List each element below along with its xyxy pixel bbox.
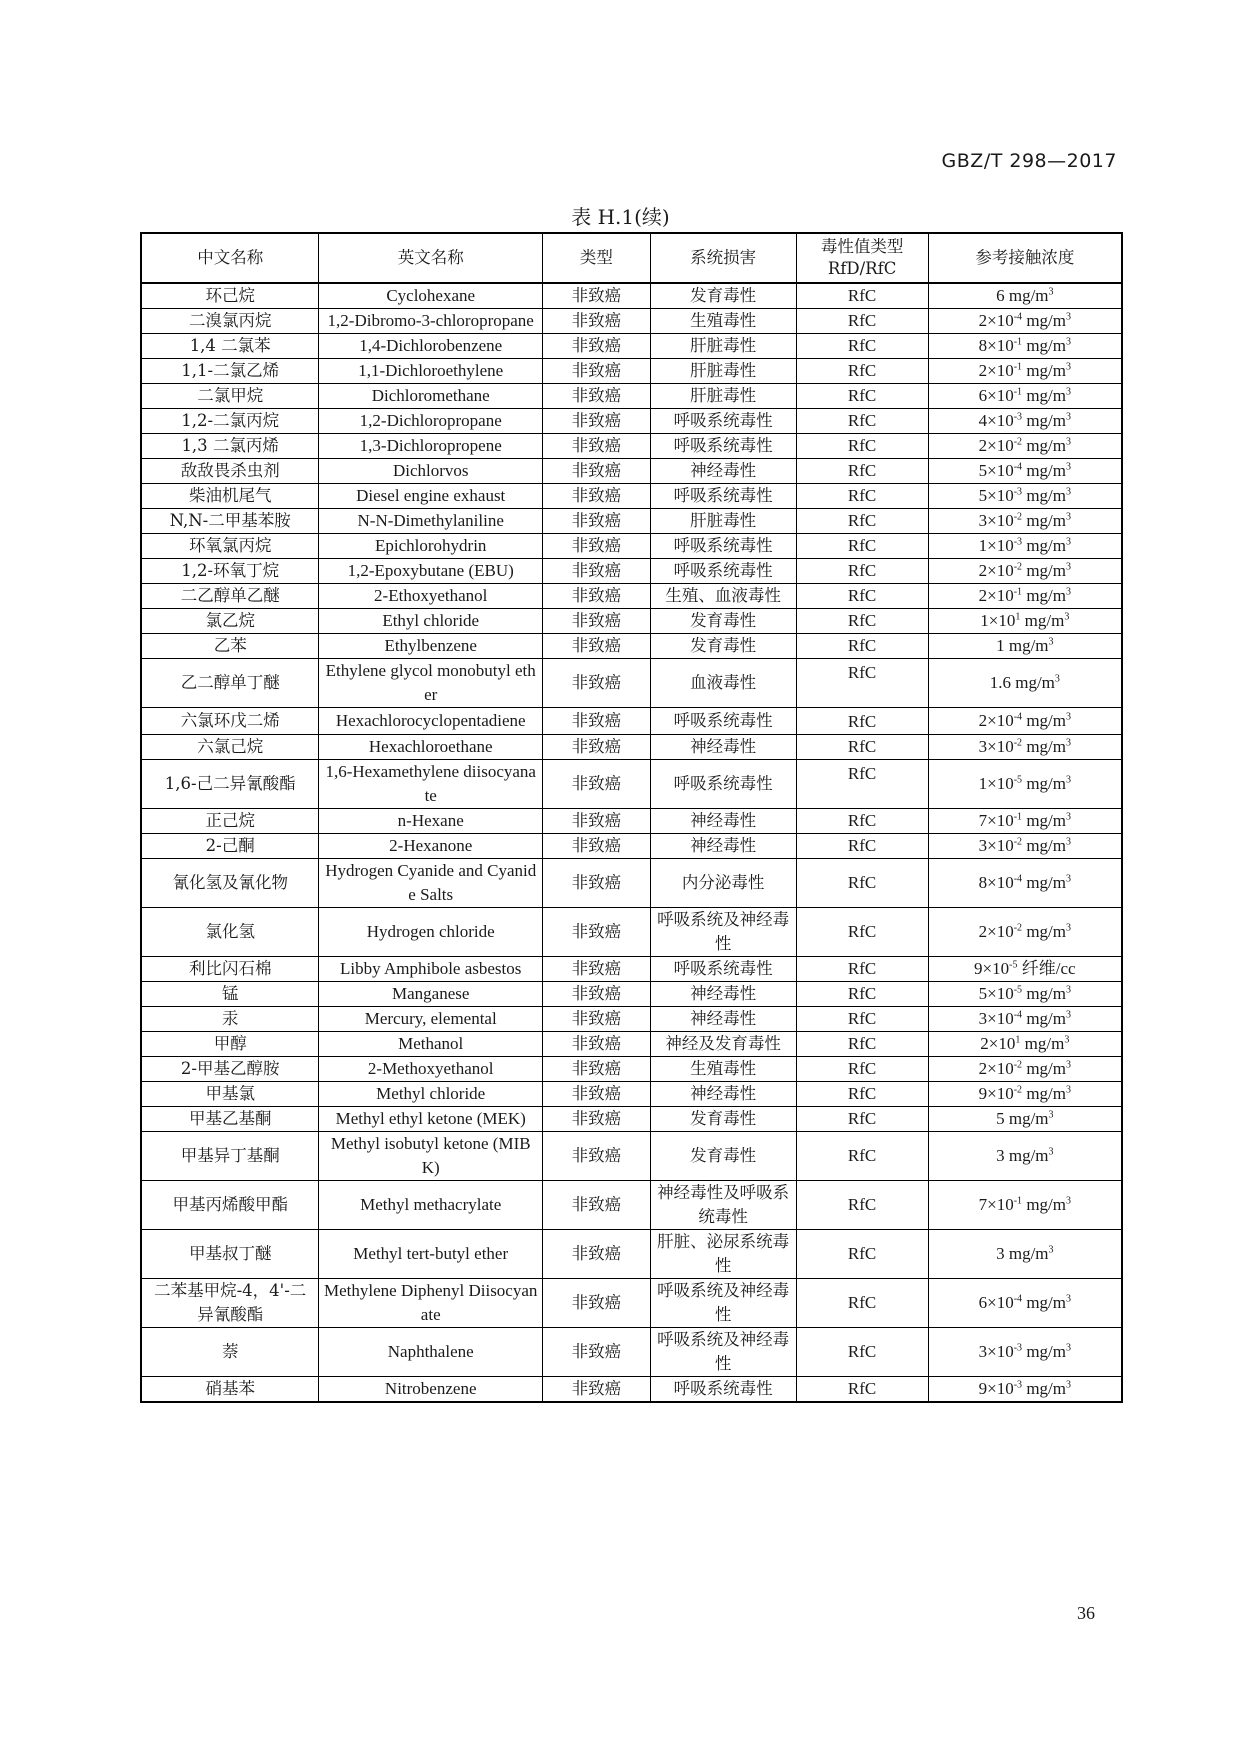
table-row [141, 809, 1122, 834]
cell-reference-concentration: 3 $mg/m^3$ [928, 1230, 1122, 1279]
cell-reference-concentration: $7\times 10^{-1}$ $mg/m^3$ [928, 809, 1122, 834]
cell-cn-name: 1,3 二氯丙烯 [141, 434, 319, 459]
cell-cn-name: 1,1-二氯乙烯 [141, 359, 319, 384]
table-row [141, 334, 1122, 359]
table-row [141, 459, 1122, 484]
cell-cn-name: 氰化氢及氰化物 [141, 859, 319, 908]
cell-cn-name: 二苯基甲烷-4，4'-二异氰酸酯 [141, 1279, 319, 1328]
cell-en-name: 1,2-Dibromo-3-chloropropane [319, 309, 543, 334]
table-row [141, 859, 1122, 908]
cell-cn-name: 锰 [141, 982, 319, 1007]
cell-toxicity-value-type: RfC [796, 609, 928, 634]
cell-type: 非致癌 [543, 309, 651, 334]
table-row [141, 1057, 1122, 1082]
cell-en-name: 1,2-Dichloropropane [319, 409, 543, 434]
table-row [141, 708, 1122, 735]
cell-en-name: Methylene Diphenyl Diisocyanate [319, 1279, 543, 1328]
cell-system-damage: 呼吸系统毒性 [650, 534, 796, 559]
cell-system-damage: 生殖、血液毒性 [650, 584, 796, 609]
table-row [141, 1279, 1122, 1328]
cell-en-name: Epichlorohydrin [319, 534, 543, 559]
cell-reference-concentration: $2\times 10^1$ $mg/m^3$ [928, 1032, 1122, 1057]
cell-cn-name: 二氯甲烷 [141, 384, 319, 409]
cell-type: 非致癌 [543, 534, 651, 559]
cell-toxicity-value-type: RfC [796, 1032, 928, 1057]
cell-type: 非致癌 [543, 334, 651, 359]
cell-cn-name: 环氧氯丙烷 [141, 534, 319, 559]
col-header-system-damage: 系统损害 [650, 233, 796, 283]
cell-type: 非致癌 [543, 634, 651, 659]
cell-en-name: Methyl ethyl ketone (MEK) [319, 1107, 543, 1132]
cell-toxicity-value-type: RfC [796, 809, 928, 834]
cell-system-damage: 肝脏毒性 [650, 509, 796, 534]
table-row [141, 283, 1122, 309]
cell-en-name: Libby Amphibole asbestos [319, 957, 543, 982]
cell-en-name: 2-Hexanone [319, 834, 543, 859]
table-row [141, 1107, 1122, 1132]
cell-en-name: n-Hexane [319, 809, 543, 834]
cell-type: 非致癌 [543, 1082, 651, 1107]
cell-toxicity-value-type: RfC [796, 283, 928, 309]
cell-reference-concentration: $9\times 10^{-3}$ $mg/m^3$ [928, 1377, 1122, 1403]
table-row [141, 982, 1122, 1007]
cell-toxicity-value-type: RfC [796, 634, 928, 659]
cell-type: 非致癌 [543, 509, 651, 534]
cell-type: 非致癌 [543, 908, 651, 957]
cell-toxicity-value-type: RfC [796, 559, 928, 584]
cell-toxicity-value-type: RfC [796, 584, 928, 609]
cell-toxicity-value-type: RfC [796, 708, 928, 735]
cell-type: 非致癌 [543, 1107, 651, 1132]
cell-system-damage: 神经毒性及呼吸系统毒性 [650, 1181, 796, 1230]
cell-type: 非致癌 [543, 809, 651, 834]
cell-cn-name: 柴油机尾气 [141, 484, 319, 509]
cell-toxicity-value-type: RfC [796, 1007, 928, 1032]
table-row [141, 559, 1122, 584]
cell-system-damage: 呼吸系统毒性 [650, 1377, 796, 1403]
table-title: 表 H.1(续) [571, 205, 670, 229]
table-row [141, 509, 1122, 534]
cell-system-damage: 神经毒性 [650, 809, 796, 834]
cell-en-name: Hexachlorocyclopentadiene [319, 708, 543, 735]
cell-system-damage: 呼吸系统毒性 [650, 409, 796, 434]
cell-reference-concentration: $2\times 10^{-1}$ $mg/m^3$ [928, 359, 1122, 384]
cell-toxicity-value-type: RfC [796, 1377, 928, 1403]
cell-toxicity-value-type: RfC [796, 434, 928, 459]
table-row [141, 609, 1122, 634]
cell-en-name: 1,3-Dichloropropene [319, 434, 543, 459]
cell-toxicity-value-type: RfC [796, 735, 928, 760]
cell-type: 非致癌 [543, 384, 651, 409]
cell-en-name: Mercury, elemental [319, 1007, 543, 1032]
cell-type: 非致癌 [543, 957, 651, 982]
cell-toxicity-value-type: RfC [796, 1082, 928, 1107]
cell-type: 非致癌 [543, 434, 651, 459]
cell-type: 非致癌 [543, 1328, 651, 1377]
cell-toxicity-value-type: RfC [796, 1132, 928, 1181]
cell-type: 非致癌 [543, 1007, 651, 1032]
table-row [141, 834, 1122, 859]
cell-system-damage: 肝脏、泌尿系统毒性 [650, 1230, 796, 1279]
cell-reference-concentration: $3\times 10^{-2}$ $mg/m^3$ [928, 509, 1122, 534]
cell-reference-concentration: $5\times 10^{-3}$ $mg/m^3$ [928, 484, 1122, 509]
cell-toxicity-value-type: RfC [796, 309, 928, 334]
table-row [141, 735, 1122, 760]
cell-type: 非致癌 [543, 283, 651, 309]
cell-toxicity-value-type: RfC [796, 1279, 928, 1328]
cell-en-name: 2-Methoxyethanol [319, 1057, 543, 1082]
cell-en-name: Diesel engine exhaust [319, 484, 543, 509]
cell-cn-name: 甲基异丁基酮 [141, 1132, 319, 1181]
table-row [141, 908, 1122, 957]
cell-type: 非致癌 [543, 1057, 651, 1082]
cell-cn-name: 1,6-己二异氰酸酯 [141, 760, 319, 809]
table-header-row [141, 233, 1122, 283]
cell-toxicity-value-type: RfC [796, 484, 928, 509]
cell-type: 非致癌 [543, 559, 651, 584]
cell-reference-concentration: $3\times 10^{-4}$ $mg/m^3$ [928, 1007, 1122, 1032]
cell-reference-concentration: $4\times 10^{-3}$ $mg/m^3$ [928, 409, 1122, 434]
cell-cn-name: 二溴氯丙烷 [141, 309, 319, 334]
cell-cn-name: 甲醇 [141, 1032, 319, 1057]
cell-cn-name: 2-甲基乙醇胺 [141, 1057, 319, 1082]
cell-cn-name: 汞 [141, 1007, 319, 1032]
cell-en-name: Methyl isobutyl ketone (MIBK) [319, 1132, 543, 1181]
cell-toxicity-value-type: RfC [796, 957, 928, 982]
cell-en-name: Methyl chloride [319, 1082, 543, 1107]
cell-reference-concentration: 3 $mg/m^3$ [928, 1132, 1122, 1181]
table-row [141, 1082, 1122, 1107]
cell-type: 非致癌 [543, 1377, 651, 1403]
cell-en-name: Nitrobenzene [319, 1377, 543, 1403]
cell-toxicity-value-type: RfC [796, 334, 928, 359]
table-row [141, 634, 1122, 659]
cell-system-damage: 肝脏毒性 [650, 359, 796, 384]
cell-type: 非致癌 [543, 484, 651, 509]
cell-reference-concentration: $8\times 10^{-4}$ $mg/m^3$ [928, 859, 1122, 908]
table-row [141, 1328, 1122, 1377]
cell-cn-name: 1,4 二氯苯 [141, 334, 319, 359]
cell-reference-concentration: $3\times 10^{-2}$ $mg/m^3$ [928, 735, 1122, 760]
cell-toxicity-value-type: RfC [796, 1181, 928, 1230]
cell-type: 非致癌 [543, 609, 651, 634]
cell-en-name: Ethylene glycol monobutyl ether [319, 659, 543, 708]
cell-en-name: Methyl tert-butyl ether [319, 1230, 543, 1279]
cell-type: 非致癌 [543, 359, 651, 384]
cell-reference-concentration: $2\times 10^{-4}$ $mg/m^3$ [928, 309, 1122, 334]
cell-system-damage: 肝脏毒性 [650, 384, 796, 409]
cell-system-damage: 神经毒性 [650, 735, 796, 760]
cell-reference-concentration: $7\times 10^{-1}$ $mg/m^3$ [928, 1181, 1122, 1230]
col-header-cn-name: 中文名称 [141, 233, 319, 283]
cell-en-name: Methanol [319, 1032, 543, 1057]
cell-system-damage: 生殖毒性 [650, 309, 796, 334]
cell-cn-name: 正己烷 [141, 809, 319, 834]
cell-reference-concentration: $3\times 10^{-2}$ $mg/m^3$ [928, 834, 1122, 859]
cell-cn-name: 硝基苯 [141, 1377, 319, 1403]
table-row [141, 434, 1122, 459]
cell-reference-concentration: 1.6 $mg/m^3$ [928, 659, 1122, 708]
cell-reference-concentration: $1\times 10^{-3}$ $mg/m^3$ [928, 534, 1122, 559]
cell-reference-concentration: $1\times 10^{-5}$ $mg/m^3$ [928, 760, 1122, 809]
cell-toxicity-value-type: RfC [796, 384, 928, 409]
cell-system-damage: 发育毒性 [650, 609, 796, 634]
cell-en-name: 1,1-Dichloroethylene [319, 359, 543, 384]
cell-toxicity-value-type: RfC [796, 760, 928, 809]
cell-en-name: Ethylbenzene [319, 634, 543, 659]
cell-system-damage: 内分泌毒性 [650, 859, 796, 908]
cell-type: 非致癌 [543, 459, 651, 484]
cell-reference-concentration: $2\times 10^{-1}$ $mg/m^3$ [928, 584, 1122, 609]
cell-en-name: 1,4-Dichlorobenzene [319, 334, 543, 359]
cell-system-damage: 神经毒性 [650, 1082, 796, 1107]
cell-cn-name: 乙二醇单丁醚 [141, 659, 319, 708]
cell-type: 非致癌 [543, 659, 651, 708]
cell-en-name: N-N-Dimethylaniline [319, 509, 543, 534]
cell-reference-concentration: $2\times 10^{-2}$ $mg/m^3$ [928, 559, 1122, 584]
table-row [141, 534, 1122, 559]
cell-cn-name: 环己烷 [141, 283, 319, 309]
cell-toxicity-value-type: RfC [796, 859, 928, 908]
cell-system-damage: 血液毒性 [650, 659, 796, 708]
cell-en-name: Dichloromethane [319, 384, 543, 409]
cell-cn-name: 甲基氯 [141, 1082, 319, 1107]
cell-type: 非致癌 [543, 735, 651, 760]
cell-reference-concentration: $5\times 10^{-4}$ $mg/m^3$ [928, 459, 1122, 484]
cell-reference-concentration: $8\times 10^{-1}$ $mg/m^3$ [928, 334, 1122, 359]
cell-system-damage: 呼吸系统毒性 [650, 760, 796, 809]
cell-cn-name: 利比闪石棉 [141, 957, 319, 982]
cell-system-damage: 神经毒性 [650, 834, 796, 859]
cell-cn-name: 2-己酮 [141, 834, 319, 859]
standard-code: GBZ/T 298—2017 [941, 150, 1117, 172]
cell-system-damage: 发育毒性 [650, 1107, 796, 1132]
table-row [141, 1377, 1122, 1403]
cell-system-damage: 发育毒性 [650, 283, 796, 309]
cell-reference-concentration: $1\times 10^1$ $mg/m^3$ [928, 609, 1122, 634]
cell-toxicity-value-type: RfC [796, 534, 928, 559]
cell-toxicity-value-type: RfC [796, 908, 928, 957]
cell-toxicity-value-type: RfC [796, 1230, 928, 1279]
cell-toxicity-value-type: RfC [796, 982, 928, 1007]
cell-en-name: Ethyl chloride [319, 609, 543, 634]
table-row [141, 584, 1122, 609]
cell-system-damage: 神经毒性 [650, 1007, 796, 1032]
cell-system-damage: 呼吸系统毒性 [650, 434, 796, 459]
cell-system-damage: 发育毒性 [650, 634, 796, 659]
cell-reference-concentration: 5 $mg/m^3$ [928, 1107, 1122, 1132]
table-row [141, 1132, 1122, 1181]
table-row [141, 957, 1122, 982]
cell-cn-name: 萘 [141, 1328, 319, 1377]
cell-en-name: 1,2-Epoxybutane (EBU) [319, 559, 543, 584]
cell-reference-concentration: $6\times 10^{-1}$ $mg/m^3$ [928, 384, 1122, 409]
cell-cn-name: N,N-二甲基苯胺 [141, 509, 319, 534]
cell-cn-name: 乙苯 [141, 634, 319, 659]
cell-system-damage: 神经及发育毒性 [650, 1032, 796, 1057]
cell-cn-name: 六氯己烷 [141, 735, 319, 760]
table-body [141, 283, 1122, 1402]
cell-reference-concentration: $9\times 10^{-5}$ 纤维/cc [928, 957, 1122, 982]
cell-type: 非致癌 [543, 760, 651, 809]
col-header-reference-concentration: 参考接触浓度 [928, 233, 1122, 283]
cell-en-name: Cyclohexane [319, 283, 543, 309]
cell-type: 非致癌 [543, 982, 651, 1007]
cell-en-name: Dichlorvos [319, 459, 543, 484]
cell-type: 非致癌 [543, 1230, 651, 1279]
cell-reference-concentration: $5\times 10^{-5}$ $mg/m^3$ [928, 982, 1122, 1007]
cell-system-damage: 发育毒性 [650, 1132, 796, 1181]
cell-en-name: 2-Ethoxyethanol [319, 584, 543, 609]
col-header-en-name: 英文名称 [319, 233, 543, 283]
table-row [141, 1230, 1122, 1279]
cell-toxicity-value-type: RfC [796, 359, 928, 384]
table-row [141, 384, 1122, 409]
cell-reference-concentration: $6\times 10^{-4}$ $mg/m^3$ [928, 1279, 1122, 1328]
table-row [141, 409, 1122, 434]
cell-en-name: Hexachloroethane [319, 735, 543, 760]
col-header-type: 类型 [543, 233, 651, 283]
cell-type: 非致癌 [543, 1132, 651, 1181]
cell-reference-concentration: 6 $mg/m^3$ [928, 283, 1122, 309]
cell-cn-name: 氯乙烷 [141, 609, 319, 634]
table-row [141, 659, 1122, 708]
cell-system-damage: 呼吸系统及神经毒性 [650, 1328, 796, 1377]
cell-type: 非致癌 [543, 1279, 651, 1328]
cell-en-name: Naphthalene [319, 1328, 543, 1377]
cell-type: 非致癌 [543, 834, 651, 859]
cell-reference-concentration: $3\times 10^{-3}$ $mg/m^3$ [928, 1328, 1122, 1377]
cell-toxicity-value-type: RfC [796, 409, 928, 434]
cell-toxicity-value-type: RfC [796, 659, 928, 708]
cell-toxicity-value-type: RfC [796, 1328, 928, 1377]
cell-system-damage: 神经毒性 [650, 459, 796, 484]
cell-type: 非致癌 [543, 1181, 651, 1230]
cell-en-name: Manganese [319, 982, 543, 1007]
cell-system-damage: 生殖毒性 [650, 1057, 796, 1082]
cell-cn-name: 1,2-二氯丙烷 [141, 409, 319, 434]
cell-type: 非致癌 [543, 1032, 651, 1057]
cell-en-name: Hydrogen Cyanide and Cyanide Salts [319, 859, 543, 908]
cell-cn-name: 敌敌畏杀虫剂 [141, 459, 319, 484]
table-row [141, 1007, 1122, 1032]
cell-reference-concentration: $2\times 10^{-2}$ $mg/m^3$ [928, 908, 1122, 957]
cell-reference-concentration: $2\times 10^{-2}$ $mg/m^3$ [928, 434, 1122, 459]
cell-cn-name: 氯化氢 [141, 908, 319, 957]
cell-system-damage: 神经毒性 [650, 982, 796, 1007]
page-number: 36 [1077, 1603, 1095, 1623]
cell-toxicity-value-type: RfC [796, 509, 928, 534]
cell-cn-name: 甲基丙烯酸甲酯 [141, 1181, 319, 1230]
cell-en-name: 1,6-Hexamethylene diisocyanate [319, 760, 543, 809]
cell-cn-name: 甲基乙基酮 [141, 1107, 319, 1132]
cell-system-damage: 肝脏毒性 [650, 334, 796, 359]
table-row [141, 484, 1122, 509]
cell-type: 非致癌 [543, 708, 651, 735]
cell-cn-name: 1,2-环氧丁烷 [141, 559, 319, 584]
cell-type: 非致癌 [543, 409, 651, 434]
cell-reference-concentration: $2\times 10^{-4}$ $mg/m^3$ [928, 708, 1122, 735]
cell-toxicity-value-type: RfC [796, 459, 928, 484]
table-row [141, 359, 1122, 384]
cell-system-damage: 呼吸系统毒性 [650, 957, 796, 982]
cell-toxicity-value-type: RfC [796, 1107, 928, 1132]
cell-reference-concentration: $9\times 10^{-2}$ $mg/m^3$ [928, 1082, 1122, 1107]
cell-toxicity-value-type: RfC [796, 1057, 928, 1082]
cell-en-name: Methyl methacrylate [319, 1181, 543, 1230]
cell-cn-name: 二乙醇单乙醚 [141, 584, 319, 609]
cell-reference-concentration: $2\times 10^{-2}$ $mg/m^3$ [928, 1057, 1122, 1082]
table-row [141, 1032, 1122, 1057]
table-row [141, 760, 1122, 809]
table-row [141, 309, 1122, 334]
cell-toxicity-value-type: RfC [796, 834, 928, 859]
cell-cn-name: 甲基叔丁醚 [141, 1230, 319, 1279]
cell-en-name: Hydrogen chloride [319, 908, 543, 957]
cell-type: 非致癌 [543, 584, 651, 609]
cell-system-damage: 呼吸系统毒性 [650, 708, 796, 735]
cell-system-damage: 呼吸系统毒性 [650, 559, 796, 584]
cell-system-damage: 呼吸系统毒性 [650, 484, 796, 509]
cell-type: 非致癌 [543, 859, 651, 908]
table-row [141, 1181, 1122, 1230]
cell-reference-concentration: 1 $mg/m^3$ [928, 634, 1122, 659]
col-header-toxicity-value-type: 毒性值类型 RfD/RfC [796, 233, 928, 283]
cell-system-damage: 呼吸系统及神经毒性 [650, 908, 796, 957]
toxicity-table [140, 232, 1123, 1403]
cell-system-damage: 呼吸系统及神经毒性 [650, 1279, 796, 1328]
cell-cn-name: 六氯环戊二烯 [141, 708, 319, 735]
